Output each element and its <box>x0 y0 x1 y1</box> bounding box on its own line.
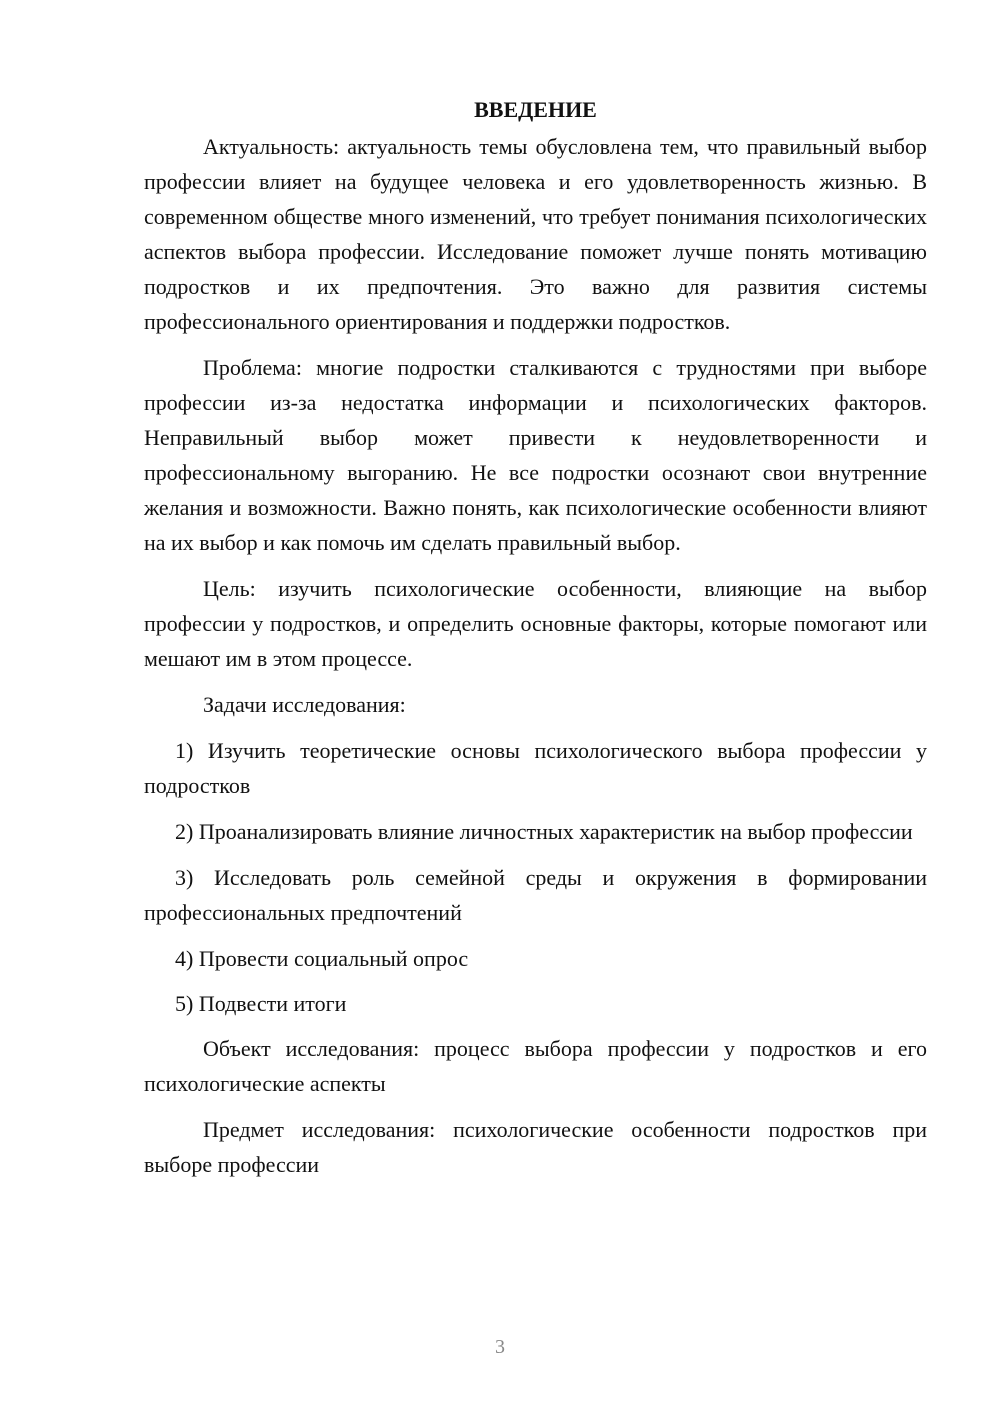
paragraph-relevance: Актуальность: актуальность темы обусловлена тем, что правильный выбор профессии влияет на будущее человека и его удовлетворенность жизнью. В современном обществе много изменений, что требует понимания психологических аспектов выбора профессии. Исследование поможет лучше понять мотивацию подростков и их предпочтения. Это важно для развития системы профессионального ориентирования и поддержки подростков. <box>144 134 927 334</box>
page-number: 3 <box>495 1336 505 1358</box>
list-item: 2) Проанализировать влияние личностных характеристик на выбор профессии <box>175 819 913 844</box>
page-title: ВВЕДЕНИЕ <box>474 97 597 122</box>
list-item: 4) Провести социальный опрос <box>175 946 469 971</box>
paragraph-goal: Цель: изучить психологические особенности, влияющие на выбор профессии у подростков, и определить основные факторы, которые помогают или мешают им в этом процессе. <box>144 576 927 671</box>
paragraph-problem: Проблема: многие подростки сталкиваются с трудностями при выборе профессии из-за недостатка информации и психологических факторов. Неправильный выбор может привести к неудовлетворенности и профессиональному выгоранию. Не все подростки осознают свои внутренние желания и возможности. Важно понять, как психологические особенности влияют на их выбор и как помочь им сделать правильный выбор. <box>144 355 927 555</box>
page-body <box>144 92 927 1193</box>
tasks-heading: Задачи исследования: <box>203 692 406 717</box>
paragraph-object: Объект исследования: процесс выбора профессии у подростков и его психологические аспекты <box>144 1036 927 1096</box>
paragraph-subject: Предмет исследования: психологические особенности подростков при выборе профессии <box>144 1117 927 1177</box>
list-item: 5) Подвести итоги <box>175 991 347 1016</box>
list-item: 1) Изучить теоретические основы психологического выбора профессии у подростков <box>144 738 927 798</box>
list-item: 3) Исследовать роль семейной среды и окружения в формировании профессиональных предпочтений <box>144 865 927 925</box>
task-list <box>144 733 927 1021</box>
